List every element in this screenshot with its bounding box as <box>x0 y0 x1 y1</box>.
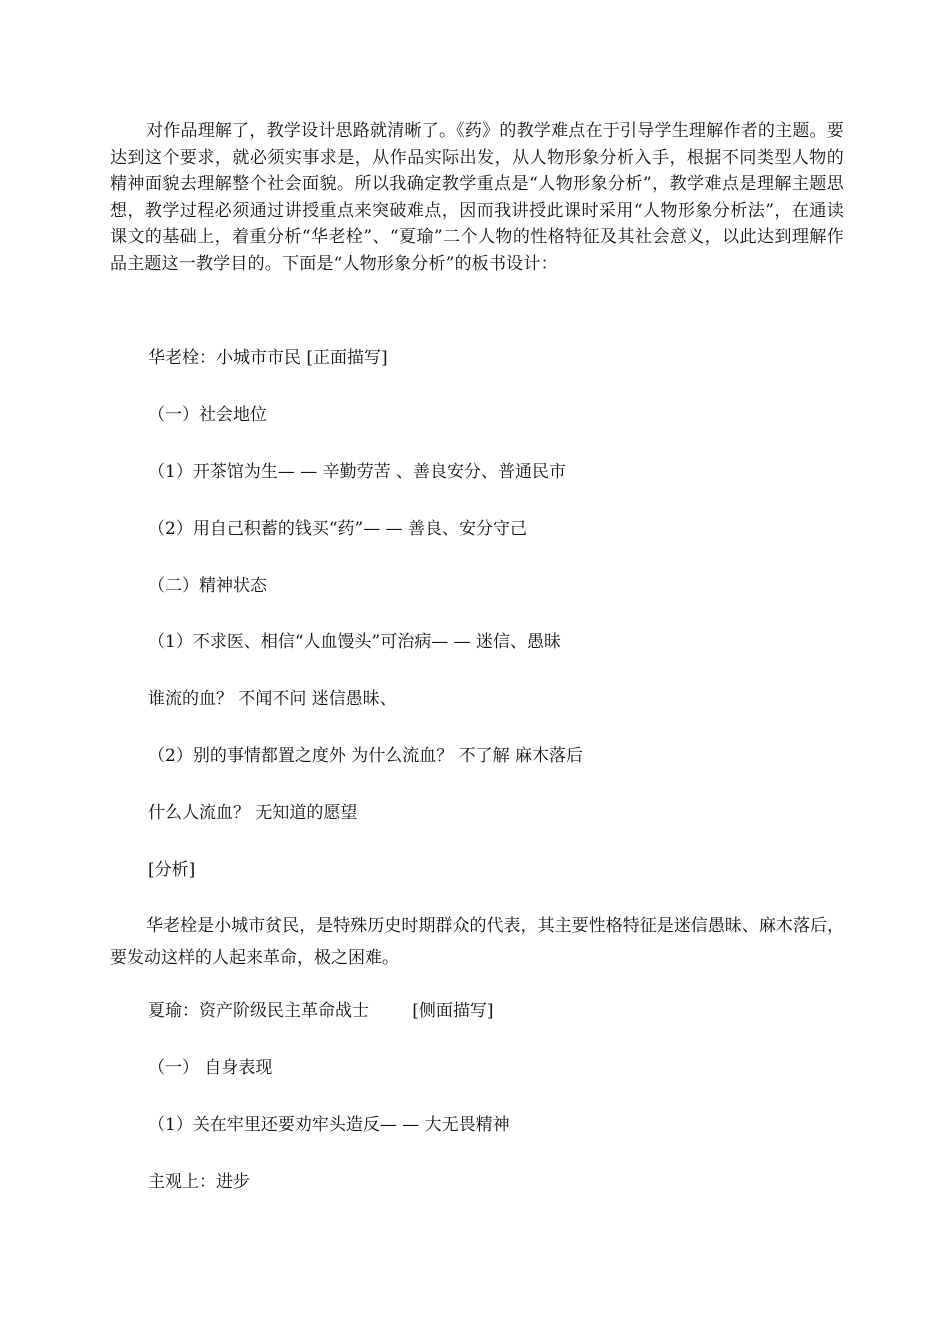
hua-item-3: （1）不求医、相信“人血馒头”可治病— — 迷信、愚昧 <box>148 632 562 652</box>
intro-paragraph: 对作品理解了，教学设计思路就清晰了。《药》的教学难点在于引导学生理解作者的主题。要达到这个要求，就必须实事求是，从作品实际出发，从人物形象分析入手，根据不同类型人物的精神面貌去理解整个社会面貌。所以我确定教学重点是“人物形象分析”，教学难点是理解主题思想，教学过程必须通过讲授重点来突破难点，因而我讲授此课时采用“人物形象分析法”，在通读课文的基础上，着重分析“华老栓”、“夏瑜”二个人物的性格特征及其社会意义，以此达到理解作品主题这一教学目的。下面是“人物形象分析”的板书设计： <box>110 121 844 274</box>
hua-item-4: （2）别的事情都置之度外 为什么流血？ 不了解 麻木落后 <box>148 746 584 766</box>
hua-section-social-status: （一）社会地位 <box>148 405 267 425</box>
hua-item-1: （1）开茶馆为生— — 辛勤劳苦 、善良安分、普通民市 <box>148 462 567 482</box>
xia-item-1: （1）关在牢里还要劝牢头造反— — 大无畏精神 <box>148 1115 510 1135</box>
xia-heading: 夏瑜：资产阶级民主革命战士 [侧面描写] <box>148 1001 494 1021</box>
analysis-paragraph: 华老栓是小城市贫民，是特殊历史时期群众的代表，其主要性格特征是迷信愚昧、麻木落后，要发动这样的人起来革命，极之困难。 <box>110 916 844 968</box>
hua-note-2: 什么人流血？ 无知道的愿望 <box>148 803 358 823</box>
xia-section-self-performance: （一） 自身表现 <box>148 1058 273 1078</box>
hua-heading: 华老栓：小城市市民 [正面描写] <box>148 348 388 368</box>
xia-note-1: 主观上：进步 <box>148 1172 250 1192</box>
hua-note-1: 谁流的血？ 不闻不问 迷信愚昧、 <box>148 689 397 709</box>
hua-item-2: （2）用自己积蓄的钱买“药”— — 善良、安分守己 <box>148 519 528 539</box>
hua-section-mental-state: （二）精神状态 <box>148 576 267 596</box>
analysis-label: [分析] <box>148 860 196 880</box>
